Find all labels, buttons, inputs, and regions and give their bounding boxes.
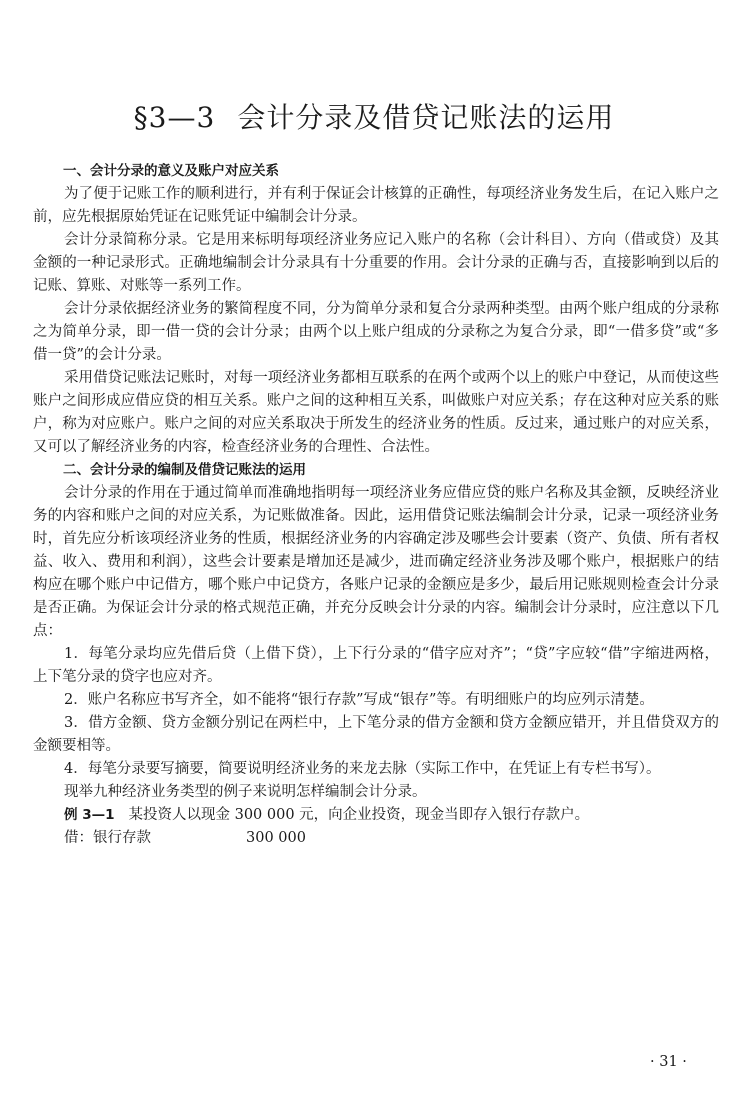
journal-entry — [33, 827, 719, 850]
example-text: 某投资人以现金 300 000 元，向企业投资，现金当即存入银行存款户。 — [128, 807, 590, 823]
body-text — [33, 160, 719, 850]
section1-heading: 一、会计分录的意义及账户对应关系 — [63, 163, 279, 179]
section-number: §3—3 — [133, 101, 216, 134]
title-text: 会计分录及借贷记账法的运用 — [237, 101, 615, 134]
list-item: 2．账户名称应书写齐全，如不能将“银行存款”写成“银存”等。有明细账户的均应列示清楚。 — [64, 692, 654, 708]
paragraph: 会计分录依据经济业务的繁简程度不同，分为简单分录和复合分录两种类型。由两个账户组成的分录称之为简单分录，即一借一贷的会计分录；由两个以上账户组成的分录称之为复合分录，即“一借多贷”或“多借一贷”的会计分录。 — [33, 301, 719, 363]
list-item: 1．每笔分录均应先借后贷（上借下贷），上下行分录的“借字应对齐”；“贷”字应较“借”字缩进两格，上下笔分录的贷字也应对齐。 — [33, 646, 719, 685]
example-3-1 — [33, 804, 719, 827]
entry-amount: 300 000 — [246, 830, 306, 846]
paragraph: 为了便于记账工作的顺利进行，并有利于保证会计核算的正确性，每项经济业务发生后，在记入账户之前，应先根据原始凭证在记账凭证中编制会计分录。 — [33, 186, 719, 225]
paragraph: 会计分录简称分录。它是用来标明每项经济业务应记入账户的名称（会计科目）、方向（借或贷）及其金额的一种记录形式。正确地编制会计分录具有十分重要的作用。会计分录的正确与否，直接影响到以后的记账、算账、对账等一系列工作。 — [33, 232, 719, 294]
page-title — [0, 96, 748, 136]
paragraph: 现举九种经济业务类型的例子来说明怎样编制会计分录。 — [64, 784, 427, 800]
page-number: · 31 · — [650, 1054, 687, 1070]
list-item: 3．借方金额、贷方金额分别记在两栏中，上下笔分录的借方金额和贷方金额应错开，并且借贷双方的金额要相等。 — [33, 715, 719, 754]
entry-account: 借：银行存款 — [64, 830, 151, 846]
section2-heading: 二、会计分录的编制及借贷记账法的运用 — [63, 462, 306, 478]
list-item: 4．每笔分录要写摘要，简要说明经济业务的来龙去脉（实际工作中，在凭证上有专栏书写）。 — [64, 761, 661, 777]
paragraph: 采用借贷记账法记账时，对每一项经济业务都相互联系的在两个或两个以上的账户中登记，从而使这些账户之间形成应借应贷的相互关系。账户之间的这种相互关系，叫做账户对应关系；存在这种对应关系的账户，称为对应账户。账户之间的对应关系取决于所发生的经济业务的性质。反过来，通过账户的对应关系，又可以了解经济业务的内容，检查经济业务的合理性、合法性。 — [33, 370, 719, 455]
example-label: 例 3—1 — [64, 807, 115, 823]
paragraph: 会计分录的作用在于通过简单而准确地指明每一项经济业务应借应贷的账户名称及其金额，反映经济业务的内容和账户之间的对应关系，为记账做准备。因此，运用借贷记账法编制会计分录，记录一项经济业务时，首先应分析该项经济业务的性质，根据经济业务的内容确定涉及哪些会计要素（资产、负债、所有者权益、收入、费用和利润），这些会计要素是增加还是减少，进而确定经济业务涉及哪个账户，根据账户的结构应在哪个账户中记借方，哪个账户中记贷方，各账户记录的金额应是多少，最后用记账规则检查会计分录是否正确。为保证会计分录的格式规范正确，并充分反映会计分录的内容。编制会计分录时，应注意以下几点： — [33, 485, 719, 639]
